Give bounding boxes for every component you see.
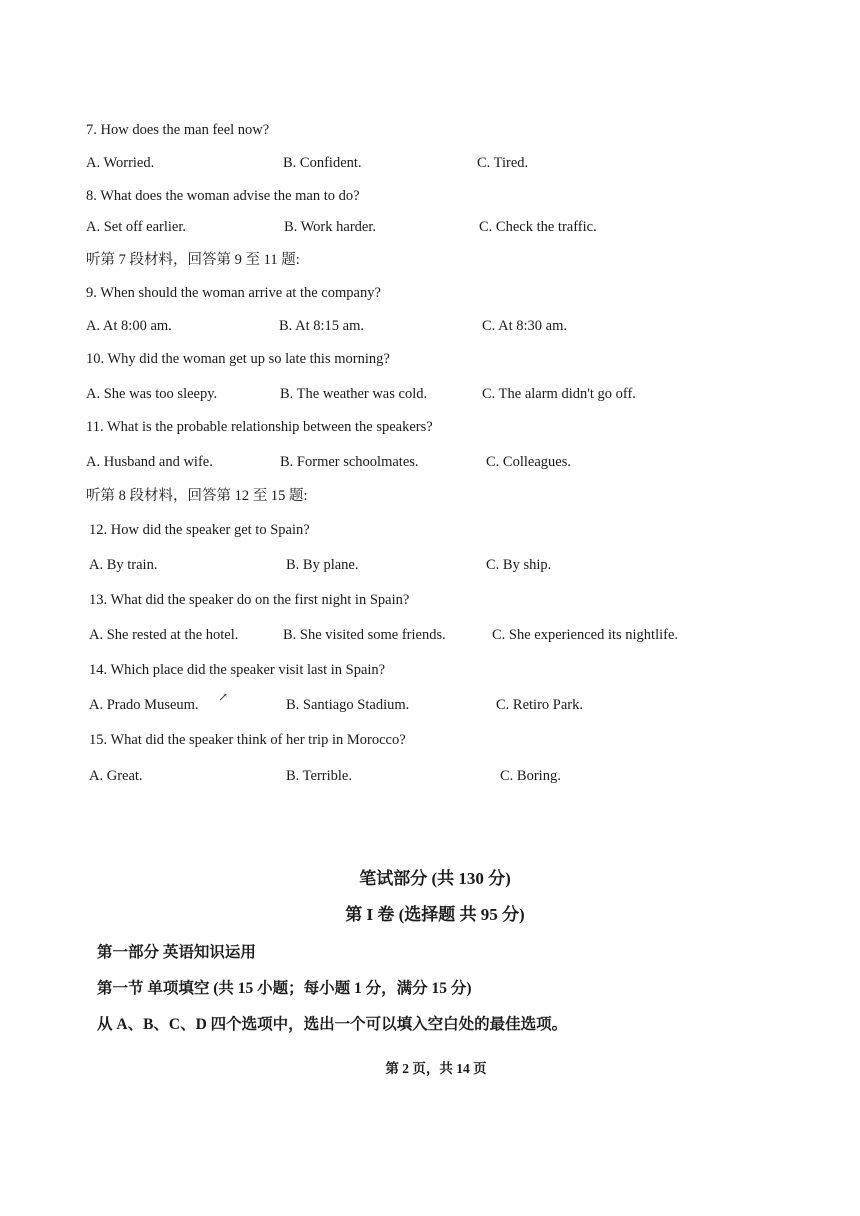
option-13b: B. She visited some friends. [283, 627, 446, 643]
option-11c: C. Colleagues. [486, 454, 571, 470]
part-one-title: 第一部分 英语知识运用 [97, 944, 256, 961]
question-7: 7. How does the man feel now? [86, 122, 270, 138]
section-8-instruction: 听第 8 段材料，回答第 12 至 15 题: [86, 488, 308, 504]
written-part-title: 笔试部分 (共 130 分) [359, 869, 511, 888]
option-11a: A. Husband and wife. [86, 454, 213, 470]
page-number-footer: 第 2 页，共 14 页 [385, 1061, 487, 1076]
question-14: 14. Which place did the speaker visit last in Spain? [89, 662, 386, 678]
option-8a: A. Set off earlier. [86, 219, 186, 235]
option-13a: A. She rested at the hotel. [89, 627, 239, 643]
question-12: 12. How did the speaker get to Spain? [89, 522, 310, 538]
section-7-instruction: 听第 7 段材料，回答第 9 至 11 题: [86, 252, 300, 268]
option-10c: C. The alarm didn't go off. [482, 386, 636, 402]
option-9c: C. At 8:30 am. [482, 318, 567, 334]
section-instruction: 从 A、B、C、D 四个选项中，选出一个可以填入空白处的最佳选项。 [97, 1016, 568, 1033]
handwritten-tick-mark: ↗ [218, 690, 229, 704]
option-15c: C. Boring. [500, 768, 561, 784]
question-9: 9. When should the woman arrive at the company? [86, 285, 381, 301]
option-8b: B. Work harder. [284, 219, 376, 235]
option-7a: A. Worried. [86, 155, 155, 171]
option-9b: B. At 8:15 am. [279, 318, 364, 334]
option-14b: B. Santiago Stadium. [286, 697, 410, 713]
option-12c: C. By ship. [486, 557, 552, 573]
volume-title: 第 I 卷 (选择题 共 95 分) [345, 905, 525, 924]
question-15: 15. What did the speaker think of her trip in Morocco? [89, 732, 406, 748]
question-13: 13. What did the speaker do on the first night in Spain? [89, 592, 410, 608]
question-10: 10. Why did the woman get up so late this morning? [86, 351, 390, 367]
option-9a: A. At 8:00 am. [86, 318, 172, 334]
option-14c: C. Retiro Park. [496, 697, 583, 713]
option-7c: C. Tired. [477, 155, 529, 171]
option-12b: B. By plane. [286, 557, 359, 573]
question-11: 11. What is the probable relationship between the speakers? [86, 419, 433, 435]
option-10a: A. She was too sleepy. [86, 386, 218, 402]
option-12a: A. By train. [89, 557, 158, 573]
option-11b: B. Former schoolmates. [280, 454, 419, 470]
option-7b: B. Confident. [283, 155, 362, 171]
option-13c: C. She experienced its nightlife. [492, 627, 679, 643]
question-8: 8. What does the woman advise the man to do? [86, 188, 360, 204]
option-8c: C. Check the traffic. [479, 219, 597, 235]
option-10b: B. The weather was cold. [280, 386, 428, 402]
option-14a: A. Prado Museum. [89, 697, 199, 713]
option-15b: B. Terrible. [286, 768, 352, 784]
section-one-title: 第一节 单项填空 (共 15 小题；每小题 1 分，满分 15 分) [97, 980, 472, 997]
option-15a: A. Great. [89, 768, 143, 784]
